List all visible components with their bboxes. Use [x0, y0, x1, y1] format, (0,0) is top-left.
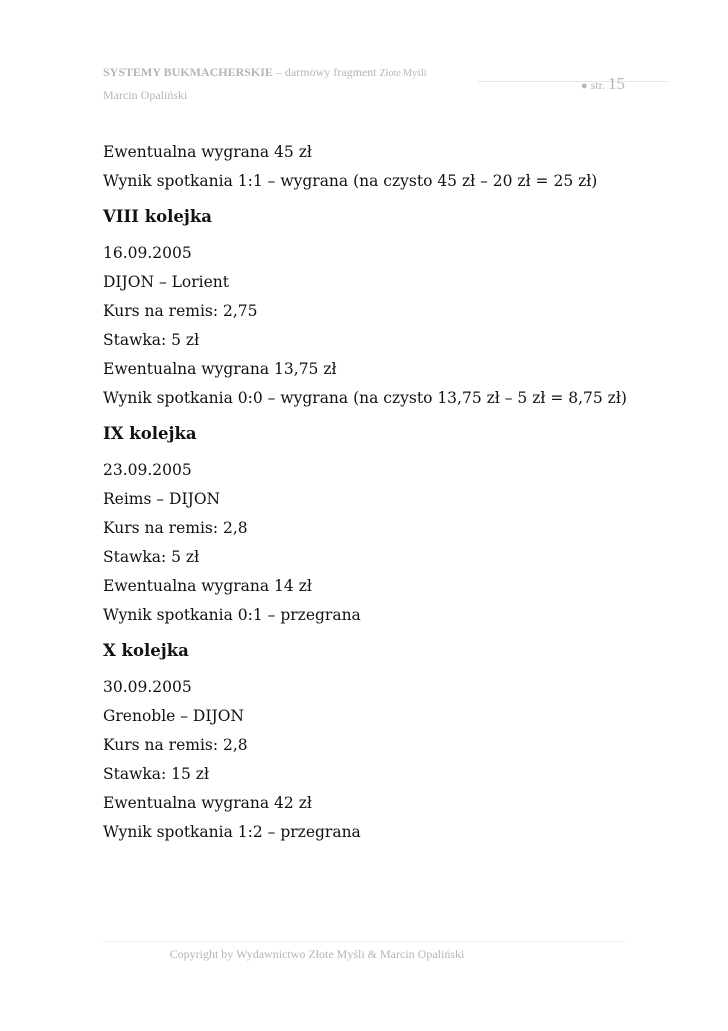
- header-title-line: [103, 64, 625, 82]
- copyright-text: Copyright by Wydawnictwo Złote Myśli & Marcin Opaliński: [169, 947, 465, 961]
- match-date: 30.09.2005: [103, 678, 192, 696]
- header-divider: [478, 81, 668, 82]
- page-footer: [0, 947, 728, 962]
- book-title: SYSTEMY BUKMACHERSKIE: [103, 65, 273, 79]
- match-result: Wynik spotkania 0:1 – przegrana: [103, 606, 361, 624]
- section-heading: X kolejka: [103, 641, 189, 660]
- page-number-value: 15: [608, 74, 625, 93]
- match-date: 16.09.2005: [103, 244, 192, 262]
- match-teams: DIJON – Lorient: [103, 273, 230, 291]
- page-label: str.: [587, 78, 608, 92]
- bullet-icon: ●: [581, 80, 588, 92]
- intro-line: Ewentualna wygrana 45 zł: [103, 143, 312, 161]
- match-date: 23.09.2005: [103, 461, 192, 479]
- section-heading: IX kolejka: [103, 424, 197, 443]
- match-potential-win: Ewentualna wygrana 13,75 zł: [103, 360, 337, 378]
- header-subtitle: – darmowy fragment: [272, 65, 380, 79]
- match-potential-win: Ewentualna wygrana 14 zł: [103, 577, 312, 595]
- intro-line: Wynik spotkania 1:1 – wygrana (na czysto 45 zł – 20 zł = 25 zł): [103, 172, 598, 190]
- match-odds: Kurs na remis: 2,8: [103, 519, 248, 537]
- match-stake: Stawka: 5 zł: [103, 548, 200, 566]
- page-content: [103, 138, 643, 847]
- section-heading: VIII kolejka: [103, 207, 212, 226]
- match-teams: Reims – DIJON: [103, 490, 221, 508]
- header-publisher: Złote Myśli: [379, 68, 427, 79]
- match-odds: Kurs na remis: 2,75: [103, 302, 258, 320]
- match-teams: Grenoble – DIJON: [103, 707, 244, 725]
- match-potential-win: Ewentualna wygrana 42 zł: [103, 794, 312, 812]
- header-author: Marcin Opaliński: [103, 88, 188, 102]
- page-header: [103, 64, 625, 108]
- match-odds: Kurs na remis: 2,8: [103, 736, 248, 754]
- page-number: [581, 74, 625, 94]
- footer-divider: [103, 941, 625, 942]
- match-stake: Stawka: 5 zł: [103, 331, 200, 349]
- match-result: Wynik spotkania 0:0 – wygrana (na czysto 13,75 zł – 5 zł = 8,75 zł): [103, 389, 627, 407]
- match-stake: Stawka: 15 zł: [103, 765, 209, 783]
- match-result: Wynik spotkania 1:2 – przegrana: [103, 823, 361, 841]
